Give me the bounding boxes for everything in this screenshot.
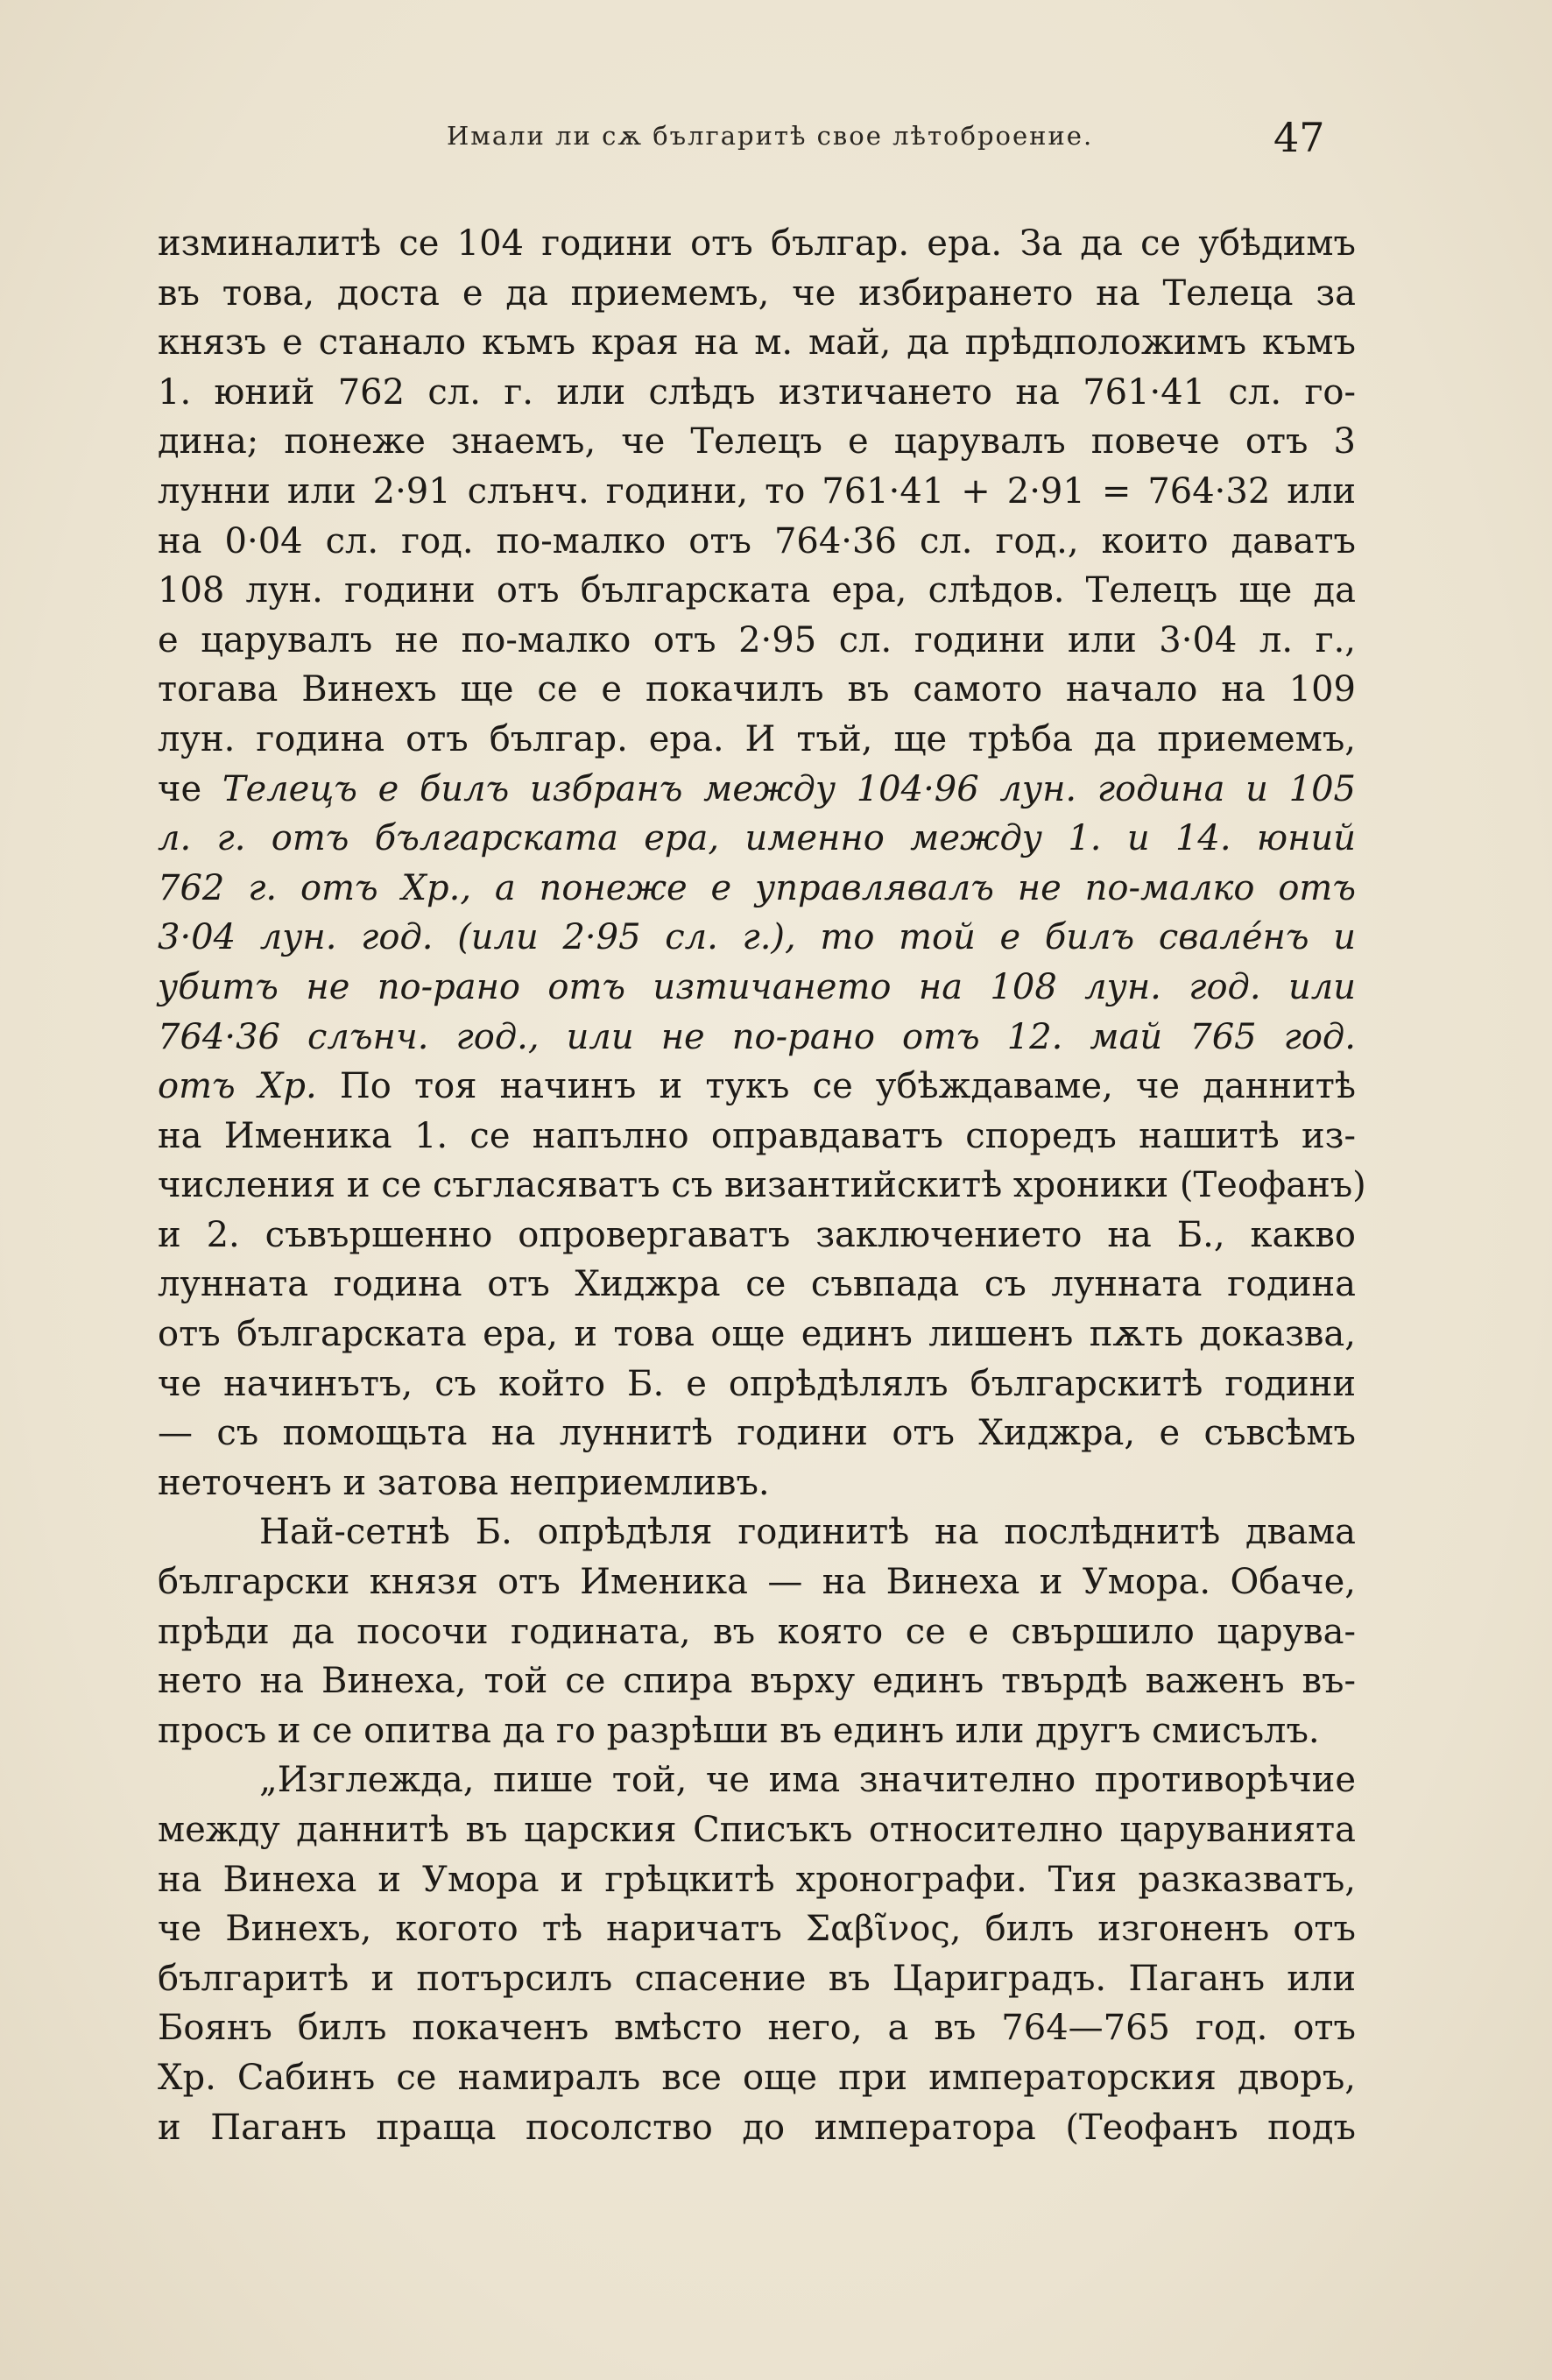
text-line <box>158 219 1356 269</box>
text-line: български князя отъ Именика — на Винеха и Умора. Обаче, <box>158 1562 1356 1603</box>
page-header <box>0 112 1552 165</box>
text-line <box>158 715 1356 765</box>
paragraph-3 <box>158 1755 1356 2152</box>
text-line <box>158 467 1356 517</box>
text-segment: на 0·04 сл. год. по-малко отъ 764·36 сл. год., които даватъ <box>158 520 1356 561</box>
text-line: българитѣ и потърсилъ спасение въ Цариградъ. Паганъ или <box>158 1958 1356 1999</box>
text-line: между даннитѣ въ царския Списъкъ относително царуванията <box>158 1810 1356 1850</box>
text-line: нето на Винеха, той се спира върху единъ твърдѣ важенъ въ- <box>158 1661 1356 1702</box>
text-segment: тогава Винехъ ще се е покачилъ въ самото начало на 109 <box>158 669 1356 710</box>
text-line <box>158 1310 1356 1359</box>
text-line <box>158 1359 1356 1409</box>
italic-segment: 3·04 лун. год. (или 2·95 сл. г.), то той е билъ свалéнъ и <box>158 917 1356 958</box>
italic-segment: Телецъ е билъ избранъ между 104·96 лун. година и 105 <box>222 768 1356 809</box>
text-segment: числения и се съгласяватъ съ византийскитѣ хроники (Теофанъ) <box>158 1165 1366 1206</box>
paragraph-1 <box>158 219 1366 1508</box>
body-text <box>158 219 1366 2152</box>
italic-segment: 762 г. отъ Хр., а понеже е управлявалъ не по-малко отъ <box>158 867 1356 908</box>
text-line <box>158 814 1356 864</box>
text-line: на Винеха и Умора и грѣцкитѣ хронографи. Тия разказватъ, <box>158 1859 1356 1900</box>
paragraph-2 <box>158 1508 1356 1755</box>
text-line <box>158 1112 1356 1162</box>
italic-segment: 764·36 слънч. год., или не по-рано отъ 12. май 765 год. <box>158 1016 1356 1057</box>
text-segment: че начинътъ, съ който Б. е опрѣдѣлялъ българскитѣ години <box>158 1363 1356 1404</box>
text-line <box>158 1260 1356 1310</box>
text-segment: 108 лун. години отъ българската ера, слѣдов. Телецъ ще да <box>158 570 1356 611</box>
italic-segment: л. г. отъ българската ера, именно между 1. и 14. юний <box>158 818 1356 859</box>
text-line: Най-сетнѣ Б. опрѣдѣля годинитѣ на послѣднитѣ двама <box>259 1512 1356 1553</box>
text-segment: князъ е станало къмъ края на м. май, да прѣдположимъ къмъ <box>158 322 1356 364</box>
text-line <box>158 1161 1366 1211</box>
text-segment: че <box>158 768 222 809</box>
text-line <box>158 566 1356 616</box>
text-line <box>158 1458 1356 1508</box>
running-title: Имали ли сѫ българитѣ свое лѣтоброение. <box>447 121 1094 151</box>
text-line <box>158 616 1356 666</box>
text-segment: дина; понеже знаемъ, че Телецъ е царувалъ повече отъ 3 <box>158 421 1356 463</box>
text-segment: лун. година отъ българ. ера. И тъй, ще трѣба да приемемъ, <box>158 718 1356 759</box>
text-line: Боянъ билъ покаченъ вмѣсто него, а въ 764—765 год. отъ <box>158 2008 1356 2049</box>
text-line <box>158 1211 1356 1261</box>
text-segment: и 2. съвършенно опровергаватъ заключението на Б., какво <box>158 1214 1356 1255</box>
text-line: просъ и се опитва да го разрѣши въ единъ или другъ смисълъ. <box>158 1710 1320 1751</box>
text-line <box>158 864 1356 914</box>
text-segment: По тоя начинъ и тукъ се убѣждаваме, че даннитѣ <box>316 1066 1356 1107</box>
text-line <box>158 913 1356 963</box>
text-line <box>158 318 1356 368</box>
text-segment: изминалитѣ се 104 години отъ българ. ера. За да се убѣдимъ <box>158 223 1356 264</box>
text-line <box>158 665 1356 715</box>
italic-segment: отъ Хр. <box>158 1066 317 1107</box>
text-segment: лунната година отъ Хиджра се съвпада съ лунната година <box>158 1264 1356 1305</box>
text-line <box>158 417 1356 467</box>
text-line <box>158 963 1356 1013</box>
text-line <box>158 517 1356 567</box>
text-line: „Изглежда, пише той, че има значително противорѣчие <box>259 1760 1356 1801</box>
text-segment: отъ българската ера, и това още единъ лишенъ пѫть доказва, <box>158 1314 1356 1355</box>
text-segment: лунни или 2·91 слънч. години, то 761·41 + 2·91 = 764·32 или <box>158 470 1356 512</box>
text-line <box>158 269 1356 319</box>
text-line: че Винехъ, когото тѣ наричатъ Σαβῖνος, билъ изгоненъ отъ <box>158 1909 1356 1950</box>
text-line <box>158 1013 1356 1063</box>
text-segment: 1. юний 762 сл. г. или слѣдъ изтичането на 761·41 сл. го- <box>158 371 1356 413</box>
text-segment: въ това, доста е да приемемъ, че избирането на Телеца за <box>158 272 1356 314</box>
text-line: прѣди да посочи годината, въ която се е свършило царува- <box>158 1611 1356 1652</box>
text-line: Хр. Сабинъ се намиралъ все още при императорския дворъ, <box>158 2057 1356 2098</box>
text-line <box>158 1409 1356 1458</box>
text-segment: на Именика 1. се напълно оправдаватъ споредъ нашитѣ из- <box>158 1115 1356 1156</box>
text-line <box>158 765 1356 815</box>
page-number: 47 <box>1273 114 1325 161</box>
text-line: и Паганъ праща посолство до императора (Теофанъ подъ <box>158 2107 1356 2148</box>
text-line <box>158 368 1356 418</box>
text-segment: неточенъ и затова неприемливъ. <box>158 1462 770 1503</box>
italic-segment: убитъ не по-рано отъ изтичането на 108 лун. год. или <box>158 966 1356 1007</box>
text-line <box>158 1062 1356 1112</box>
text-segment: — съ помощьта на луннитѣ години отъ Хиджра, е съвсѣмъ <box>158 1413 1356 1454</box>
text-segment: е царувалъ не по-малко отъ 2·95 сл. години или 3·04 л. г., <box>158 619 1356 660</box>
